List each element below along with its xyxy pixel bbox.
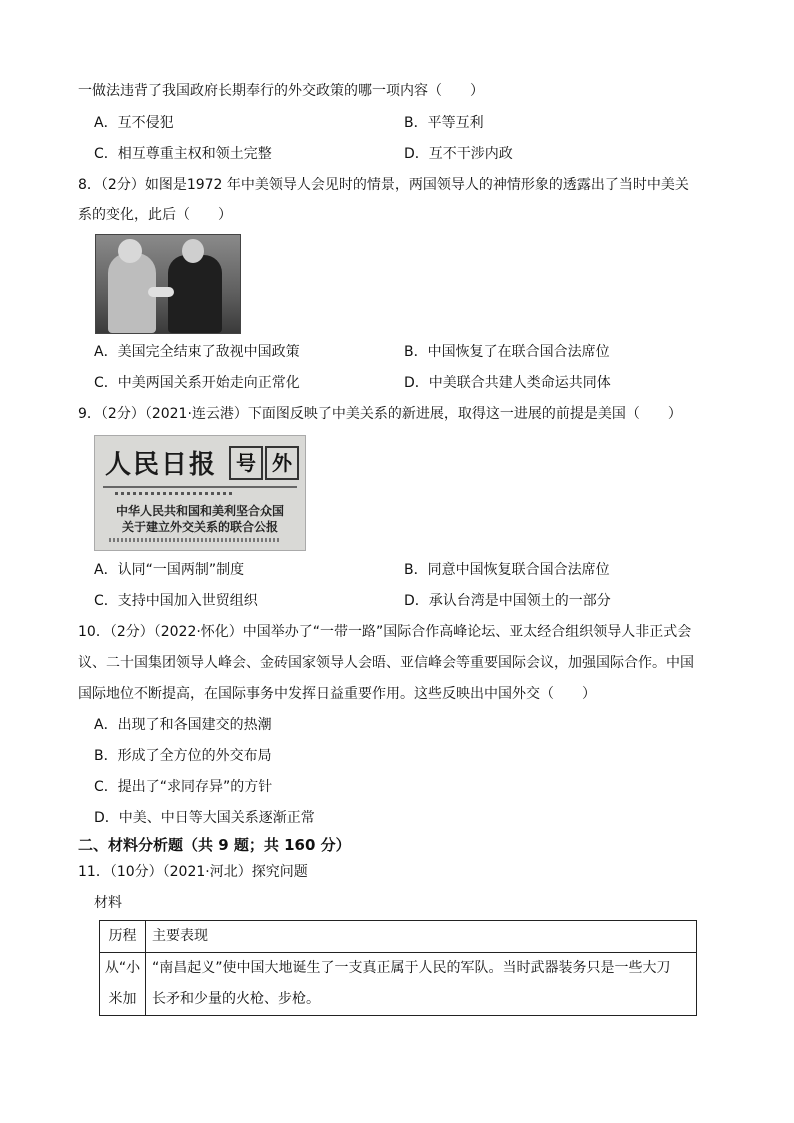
table-header-row <box>100 921 697 953</box>
q7-option-c: C．相互尊重主权和领土完整 <box>94 146 272 162</box>
q7-option-b: B．平等互利 <box>404 115 484 131</box>
q11-stem: 11．（10分）（2021·河北）探究问题 <box>78 864 308 880</box>
q9-option-a: A．认同“一国两制”制度 <box>94 562 245 578</box>
q7-option-a: A．互不侵犯 <box>94 115 174 131</box>
q8-option-c: C．中美两国关系开始走向正常化 <box>94 375 300 391</box>
q11-material-table <box>99 920 697 1016</box>
table-row <box>100 953 697 1016</box>
q10-stem-line3: 国际地位不断提高，在国际事务中发挥日益重要作用。这些反映出中国外交（ ） <box>78 686 596 702</box>
newspaper-dateline <box>115 492 235 495</box>
q10-option-b: B．形成了全方位的外交布局 <box>94 748 272 764</box>
newspaper-headline-2: 关于建立外交关系的联合公报 <box>121 520 278 534</box>
newspaper-extra-badge <box>227 446 299 480</box>
photo-handshake <box>148 287 174 297</box>
photo-figure-right <box>168 255 222 333</box>
q8-option-b: B．中国恢复了在联合国合法席位 <box>404 344 610 360</box>
q8-stem-line2: 系的变化，此后（ ） <box>78 207 232 223</box>
newspaper-rule <box>103 486 297 488</box>
q10-option-d: D．中美、中日等大国关系逐渐正常 <box>94 810 315 826</box>
q8-stem-line1: 8．（2分）如图是1972 年中美领导人会见时的情景，两国领导人的神情形象的透露出了当时中美关 <box>78 177 689 193</box>
q8-option-a: A．美国完全结束了敌视中国政策 <box>94 344 300 360</box>
table-cell-performance <box>146 953 697 1016</box>
q10-stem-line2: 议、二十国集团领导人峰会、金砖国家领导人会晤、亚信峰会等重要国际会议，加强国际合作。中国 <box>78 655 694 671</box>
performance-line-2: 长矛和少量的火枪、步枪。 <box>152 991 320 1007</box>
extra-char-2: 外 <box>265 446 299 480</box>
q10-stem-line1: 10．（2分）（2022·怀化）中国举办了“一带一路”国际合作高峰论坛、亚太经合组织领导人非正式会 <box>78 624 692 640</box>
q8-photo-leaders-handshake <box>95 234 241 334</box>
q9-option-b: B．同意中国恢复联合国合法席位 <box>404 562 610 578</box>
table-header-performance: 主要表现 <box>146 921 697 953</box>
q9-option-d: D．承认台湾是中国领土的一部分 <box>404 593 611 609</box>
newspaper-masthead: 人民日报 <box>105 450 218 480</box>
newspaper-headline-1: 中华人民共和国和美利坚合众国 <box>115 504 284 518</box>
table-header-stage: 历程 <box>100 921 146 953</box>
q10-option-c: C．提出了“求同存异”的方针 <box>94 779 273 795</box>
q8-option-d: D．中美联合共建人类命运共同体 <box>404 375 611 391</box>
photo-head-right <box>182 239 204 263</box>
newspaper-body-text <box>109 538 279 542</box>
performance-line-1: “南昌起义”使中国大地诞生了一支真正属于人民的军队。当时武器装务只是一些大刀 <box>152 960 671 976</box>
q9-stem: 9．（2分）（2021·连云港）下面图反映了中美关系的新进展，取得这一进展的前提是美国（ ） <box>78 406 682 422</box>
photo-head-left <box>118 239 142 263</box>
q7-option-d: D．互不干涉内政 <box>404 146 513 162</box>
table-cell-stage: 从“小米加 <box>100 953 146 1016</box>
q7-stem: 一做法违背了我国政府长期奉行的外交政策的哪一项内容（ ） <box>78 83 484 99</box>
extra-char-1: 号 <box>229 446 263 480</box>
section-2-title: 二、材料分析题（共 9 题；共 160 分） <box>78 836 351 854</box>
q10-option-a: A．出现了和各国建交的热潮 <box>94 717 272 733</box>
q9-option-c: C．支持中国加入世贸组织 <box>94 593 258 609</box>
q11-material-label: 材料 <box>94 895 122 911</box>
q9-newspaper-image <box>94 435 306 551</box>
